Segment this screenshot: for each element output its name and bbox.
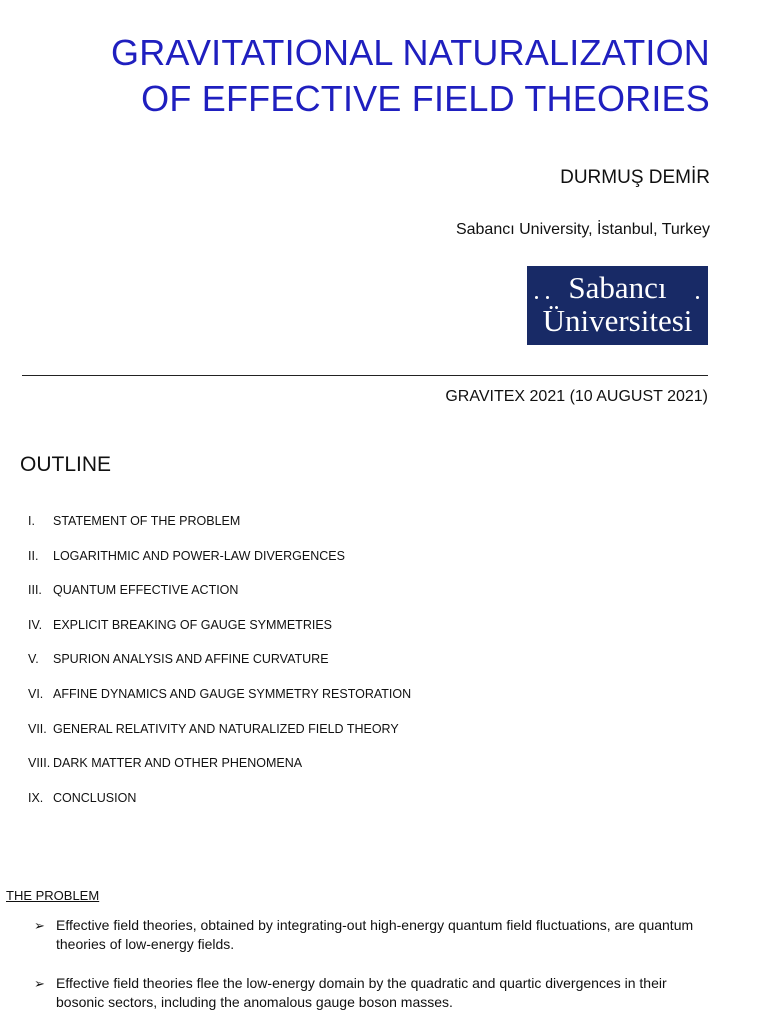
outline-item-text: SPURION ANALYSIS AND AFFINE CURVATURE [53,652,329,667]
outline-item [28,752,728,787]
bullet-text: Effective field theories flee the low-energy domain by the quadratic and quartic divergences in their bosonic sectors, including the anomalous gauge boson masses. [56,975,667,1010]
problem-bullet-list [34,916,714,1032]
outline-item [28,545,728,580]
header-divider [22,375,708,376]
outline-item-number: VIII. [28,756,51,771]
outline-item-text: GENERAL RELATIVITY AND NATURALIZED FIELD THEORY [53,721,399,736]
outline-item [28,510,728,545]
bullet-text: Effective field theories, obtained by integrating-out high-energy quantum field fluctuations, are quantum theories of low-energy fields. [56,917,694,952]
arrowhead-bullet-icon: ➢ [34,976,45,991]
outline-item-number: II. [28,548,39,563]
outline-item [28,718,728,753]
outline-item-number: VI. [28,686,44,701]
outline-item [28,683,728,718]
outline-item-text: LOGARITHMIC AND POWER-LAW DIVERGENCES [53,548,345,563]
outline-item [28,787,728,822]
problem-heading: THE PROBLEM [6,888,100,903]
outline-item-text: AFFINE DYNAMICS AND GAUGE SYMMETRY RESTORATION [53,686,412,701]
outline-item-number: V. [28,652,39,667]
title-line-2: OF EFFECTIVE FIELD THEORIES [141,78,710,119]
list-item [34,916,714,954]
author-name: DURMUŞ DEMİR [560,167,710,188]
outline-heading: OUTLINE [20,453,112,476]
event-name: GRAVITEX 2021 (10 AUGUST 2021) [445,388,708,405]
logo-text-line-1: Sabancı [568,270,667,305]
outline-list [28,510,728,821]
list-item [34,974,714,1012]
page-title [111,30,710,122]
arrowhead-bullet-icon: ➢ [34,918,45,933]
outline-item-number: IX. [28,790,44,805]
outline-item-text: QUANTUM EFFECTIVE ACTION [53,583,239,598]
outline-item-text: STATEMENT OF THE PROBLEM [53,514,241,528]
university-logo [527,266,708,345]
outline-item-text: CONCLUSION [53,790,137,805]
title-line-1: GRAVITATIONAL NATURALIZATION [111,32,710,73]
outline-item-number: I. [28,514,35,528]
author-affiliation: Sabancı University, İstanbul, Turkey [455,221,710,238]
logo-text-line-2: Üniversitesi [542,303,693,338]
outline-item-text: EXPLICIT BREAKING OF GAUGE SYMMETRIES [53,617,332,632]
outline-item-text: DARK MATTER AND OTHER PHENOMENA [53,756,303,771]
outline-item [28,648,728,683]
outline-item-number: IV. [28,617,43,632]
outline-item [28,579,728,614]
outline-item [28,614,728,649]
outline-item-number: VII. [28,721,47,736]
outline-item-number: III. [28,583,42,598]
